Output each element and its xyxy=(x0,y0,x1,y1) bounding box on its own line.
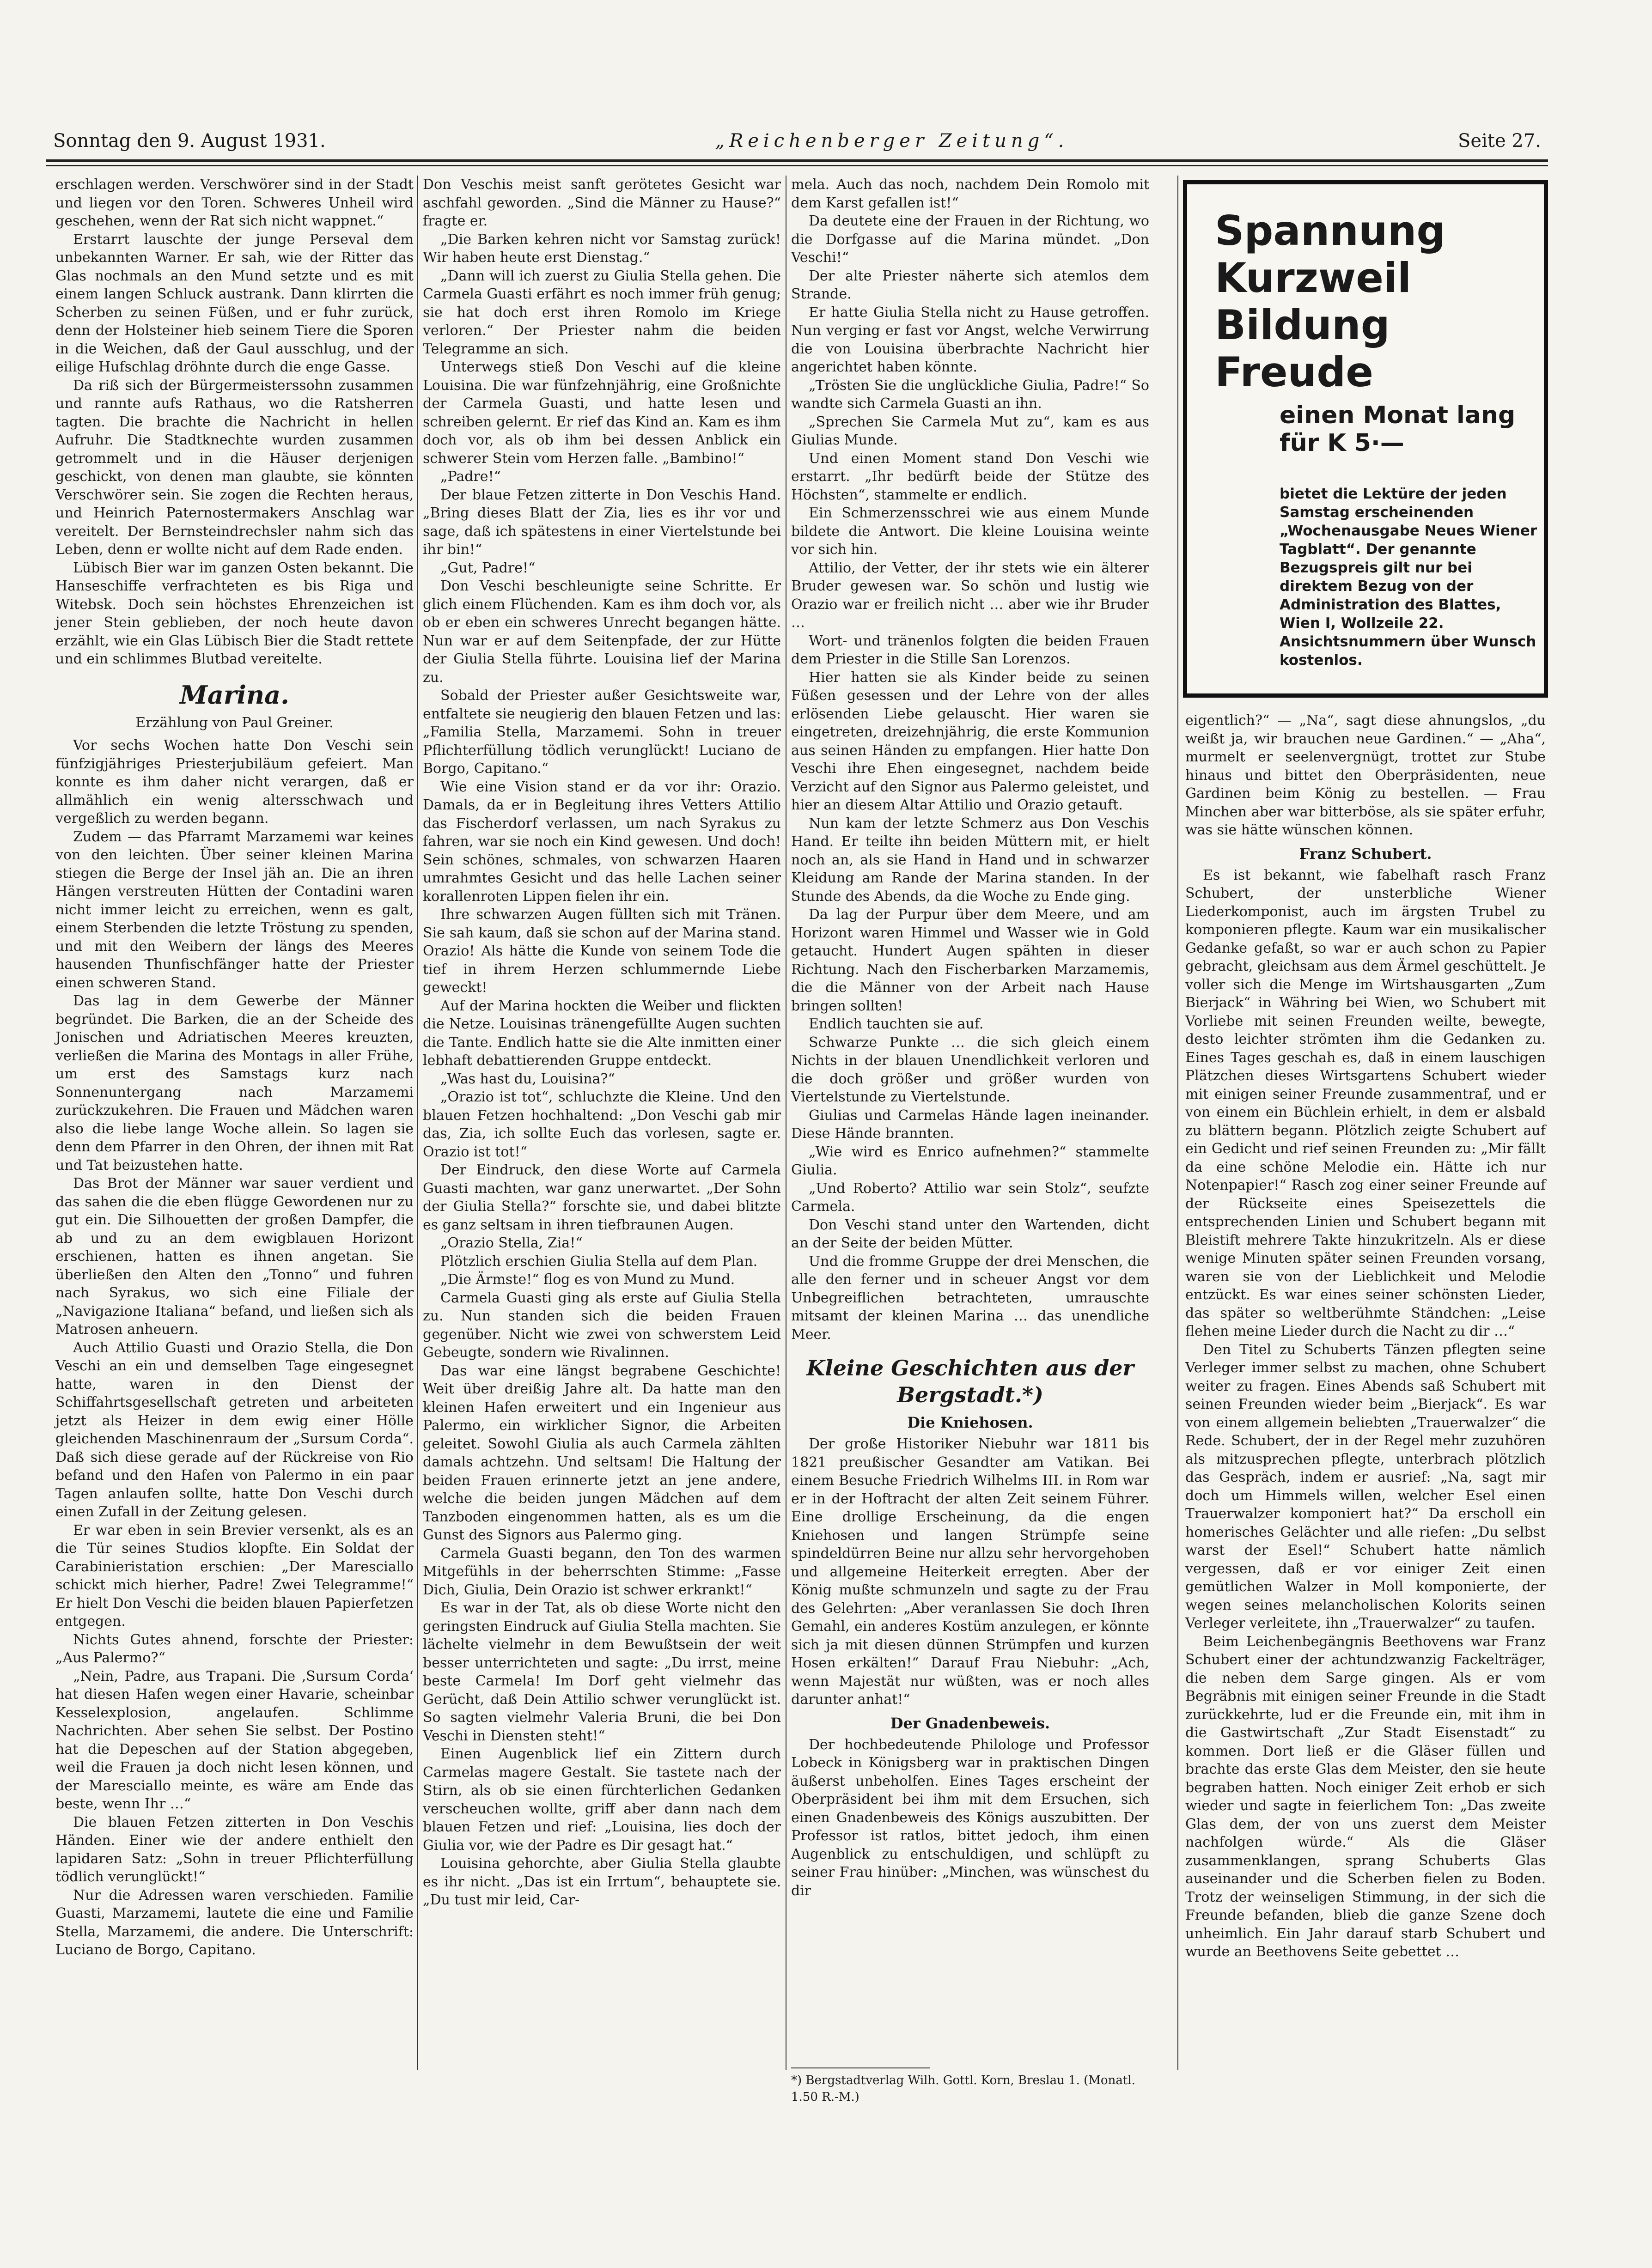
subsection-title: Der Gnadenbeweis. xyxy=(890,1714,1050,1732)
header-rule xyxy=(46,159,1548,162)
paragraph: Erstarrt lauschte der junge Perseval dem unbekannten Warner. Er sah, wie der Ritter das Glas nochmals an den Mund setzte und es mit einem langen Schluck austrank. Dann klirrten die Scherben zu seinen Füßen, und er fuhr zurück, denn der Holsteiner hieb seinem Tiere die Sporen in die Weichen, daß der Gaul ausschlug, und der eilige Hufschlag dröhnte durch die enge Gasse. xyxy=(55,231,414,375)
ad-line: Freude xyxy=(1215,348,1373,396)
paragraph: Der Eindruck, den diese Worte auf Carmela Guasti machten, war ganz unerwartet. „Der Sohn der Giulia Stella?“ forschte sie, und dabei blitzte es ganz seltsam in ihren tiefbraunen Augen. xyxy=(423,1162,781,1233)
paragraph: Es war in der Tat, als ob diese Worte nicht den geringsten Eindruck auf Giulia Stella machten. Sie lächelte vielmehr in dem Bewußtsein der weit besser unterrichteten und sagte: „Du irrst, meine beste Carmela! Im Dorf geht vielmehr das Gerücht, daß Dein Attilio schwer verunglückt ist. So sagten vielmehr Valeria Bruni, die bei Don Veschi in Diensten steht!“ xyxy=(423,1600,781,1744)
ad-offer: einen Monat lang für K 5·— xyxy=(1280,401,1516,457)
subsection-title: Die Kniehosen. xyxy=(907,1414,1033,1431)
paragraph: Da lag der Purpur über dem Meere, und am Horizont waren Himmel und Wasser wie in Gold getaucht. Hundert Augen spähten in dieser Richtung. Nach den Fischerbarken Marzamemis, die die Männer von der Arbeit nach Hause bringen sollten! xyxy=(791,906,1149,1014)
paragraph: „Und Roberto? Attilio war sein Stolz“, seufzte Carmela. xyxy=(791,1180,1149,1215)
paragraph: Ihre schwarzen Augen füllten sich mit Tränen. Sie sah kaum, daß sie schon auf der Marina stand. Orazio! Als hätte die Kunde von seinem Tode die tief in ihrem Herzen schlummernde Liebe geweckt! xyxy=(423,906,781,996)
advertisement-box xyxy=(1183,180,1548,698)
paragraph: Unterwegs stieß Don Veschi auf die kleine Louisina. Die war fünfzehnjährig, eine Großnichte der Carmela Guasti, und hatte lesen und schreiben gelernt. Er rief das Kind an. Kam es ihm doch vor, als ob ihm bei dessen Anblick ein schwerer Stein vom Herzen falle. „Bambino!“ xyxy=(423,359,781,467)
paragraph: Auch Attilio Guasti und Orazio Stella, die Don Veschi an ein und demselben Tage eingesegnet hatte, waren in den Dienst der Schiffahrtsgesellschaft getreten und arbeiteten jetzt als Heizer in dem ewig einer Hölle gleichenden Maschinenraum der „Sursum Corda“. Daß sich diese gerade auf der Rückreise von Rio befand und den Hafen von Palermo in ein paar Tagen anlaufen sollte, hatte Don Veschi durch einen Zufall in der Zeitung gelesen. xyxy=(55,1339,414,1520)
column-divider xyxy=(417,176,418,2070)
column-1 xyxy=(55,176,414,1959)
paragraph: Carmela Guasti ging als erste auf Giulia Stella zu. Nun standen sich die beiden Frauen gegenüber. Nicht wie zwei von schwerstem Leid Gebeugte, sondern wie Rivalinnen. xyxy=(423,1289,781,1361)
paragraph: „Die Ärmste!“ flog es von Mund zu Mund. xyxy=(440,1271,735,1288)
paragraph: Das Brot der Männer war sauer verdient und das sahen die die eben flügge Gewordenen nur zu gut ein. Die Silhouetten der großen Dampfer, die ab und zu an dem ewigblauen Horizont erschienen, hatten es ihnen angetan. Sie überließen den Alten den „Tonno“ und fuhren nach Syrakus, wo sich eine Filiale der „Navigazione Italiana“ befand, und ließen sich als Matrosen anheuern. xyxy=(55,1175,414,1338)
paragraph: Der große Historiker Niebuhr war 1811 bis 1821 preußischer Gesandter am Vatikan. Bei einem Besuche Friedrich Wilhelms III. in Rom war er in der Hoftracht der alten Zeit seinem Führer. Eine drollige Erscheinung, da die engen Kniehosen und langen Strümpfe seine spindeldürren Beine nur allzu sehr hervorgehoben und allgemeine Heiterkeit erregten. Aber der König mußte schmunzeln und sagte zu der Frau des Gelehrten: „Aber veranlassen Sie doch Ihren Gemahl, ein anderes Kostüm anzulegen, er könnte sich ja mit diesen dünnen Strümpfen und kurzen Hosen erkälten!“ Darauf Frau Niebuhr: „Ach, wenn Majestät nur wüßten, was er noch alles darunter anhat!“ xyxy=(791,1436,1149,1708)
footnote-rule xyxy=(791,2067,930,2068)
page-header xyxy=(53,125,1541,157)
byline: Erzählung von Paul Greiner. xyxy=(135,714,334,731)
paragraph: Schwarze Punkte … die sich gleich einem Nichts in der blauen Unendlichkeit verloren und die doch größer und größer wurden von Viertelstunde zu Viertelstunde. xyxy=(791,1034,1149,1105)
paragraph: „Orazio ist tot“, schluchzte die Kleine. Und den blauen Fetzen hochhaltend: „Don Veschi gab mir das, Zia, ich sollte Euch das vorlesen, sagte er. Orazio ist tot!“ xyxy=(423,1089,781,1160)
paragraph: Da riß sich der Bürgermeisterssohn zusammen und rannte aufs Rathaus, wo die Ratsherren tagten. Die brachte die Nachricht in hellen Aufruhr. Die Stadtknechte wurden zusammen getrommelt und in die Häuser derjenigen geschickt, von denen man glaubte, sie könnten Verschwörer sein. Sie zogen die Rechten heraus, und Heinrich Paternostermakers Anschlag war vereitelt. Der Bernsteindrechsler nahm sich das Leben, denn er wollte nicht auf dem Rade enden. xyxy=(55,377,414,558)
paragraph: Er hatte Giulia Stella nicht zu Hause getroffen. Nun verging er fast vor Angst, welche Verwirrung die von Louisina überbrachte Nachricht hier angerichtet haben könnte. xyxy=(791,304,1149,375)
column-2 xyxy=(423,176,781,1909)
paragraph: eigentlich?“ — „Na“, sagt diese ahnungslos, „du weißt ja, wir brauchen neue Gardinen.“ — „Aha“, murmelt er seelenvergnügt, trottet zur Stube hinaus und bittet den Oberpräsidenten, neue Gardinen beim König zu bestellen. — Frau Minchen aber war bitterböse, als sie später erfuhr, was sie hätte wünschen können. xyxy=(1185,712,1546,838)
paragraph: Der alte Priester näherte sich atemlos dem Strande. xyxy=(791,268,1149,302)
paragraph: Der blaue Fetzen zitterte in Don Veschis Hand. „Bring dieses Blatt der Zia, lies es ihr vor und sage, daß ich spätestens in einer Viertelstunde bei ihr bin!“ xyxy=(423,486,781,558)
paragraph: Das war eine längst begrabene Geschichte! Weit über dreißig Jahre alt. Da hatte man den kleinen Hafen erweitert und ein Ingenieur aus Palermo, ein wirklicher Signor, die Arbeiten geleitet. Sowohl Giulia als auch Carmela zählten damals achtzehn. Und seltsam! Die Haltung der beiden Frauen erinnerte jetzt an jene andere, welche die beiden jungen Mädchen auf dem Tanzboden eingenommen hatten, als es um die Gunst des Signors aus Palermo ging. xyxy=(423,1362,781,1543)
paragraph: Und die fromme Gruppe der drei Menschen, die alle den ferner und in scheuer Angst vor dem Unbegreiflichen betrachteten, umrauschte mitsamt der kleinen Marina … das unendliche Meer. xyxy=(791,1253,1149,1343)
ad-line: Kurzweil xyxy=(1215,254,1412,302)
paragraph: Wort- und tränenlos folgten die beiden Frauen dem Priester in die Stille San Lorenzos. xyxy=(791,632,1149,667)
ad-line: Spannung xyxy=(1215,207,1446,255)
paragraph: Hier hatten sie als Kinder beide zu seinen Füßen gesessen und der Lehre von der alles erlösenden Liebe gelauscht. Hier waren sie eingetreten, dreizehnjährig, die erste Kommunion aus seinen Händen zu empfangen. Hier hatte Don Veschi ihre Ehen eingesegnet, nachdem beide Verzicht auf den Signor aus Palermo geleistet, und hier an diesem Altar Attilio und Orazio getauft. xyxy=(791,669,1149,813)
paragraph: „Padre!“ xyxy=(440,468,501,485)
paragraph: Don Veschis meist sanft gerötetes Gesicht war aschfahl geworden. „Sind die Männer zu Hause?“ fragte er. xyxy=(423,176,781,229)
paragraph: Sobald der Priester außer Gesichtsweite war, entfaltete sie neugierig den blauen Fetzen und las: „Familia Stella, Marzamemi. Sohn in treuer Pflichterfüllung tödlich verunglückt! Luciano de Borgo, Capitano.“ xyxy=(423,687,781,777)
header-page-number: Seite 27. xyxy=(1458,130,1541,152)
section-title: Kleine Geschichten aus der Bergstadt.*) xyxy=(806,1356,1134,1407)
paragraph: Und einen Moment stand Don Veschi wie erstarrt. „Ihr bedürft beide der Stütze des Höchsten“, stammelte er endlich. xyxy=(791,450,1149,503)
paragraph: „Dann will ich zuerst zu Giulia Stella gehen. Die Carmela Guasti erfährt es noch immer früh genug; sie hat doch erst ihren Romolo im Kriege verloren.“ Der Priester nahm die beiden Telegramme an sich. xyxy=(423,268,781,357)
paragraph: Auf der Marina hockten die Weiber und flickten die Netze. Louisinas tränengefüllte Augen suchten die Tante. Endlich hatte sie die Alte inmitten einer lebhaft debattierenden Gruppe entdeckt. xyxy=(423,997,781,1069)
paragraph: Er war eben in sein Brevier versenkt, als es an die Tür seines Studios klopfte. Ein Soldat der Carabinieristation erschien: „Der Maresciallo schickt mich hierher, Padre! Zwei Telegramme!“ Er hielt Don Veschi die beiden blauen Papierfetzen entgegen. xyxy=(55,1522,414,1630)
paragraph: „Trösten Sie die unglückliche Giulia, Padre!“ So wandte sich Carmela Guasti an ihn. xyxy=(791,377,1149,412)
header-date: Sonntag den 9. August 1931. xyxy=(53,130,326,152)
story-title: Marina. xyxy=(180,680,289,710)
paragraph: „Sprechen Sie Carmela Mut zu“, kam es aus Giulias Munde. xyxy=(791,413,1149,448)
paragraph: Beim Leichenbegängnis Beethovens war Franz Schubert einer der achtundzwanzig Fackelträger, die neben dem Sarge gingen. Als er vom Begräbnis mit einigen seiner Freunde in die Stadt zurückkehrte, lud er die Freunde ein, mit ihm in die Gastwirtschaft „Zur Stadt Eisenstadt“ zu kommen. Dort ließ er die Gläser füllen und brachte das erste Glas dem Meister, den sie heute begraben hatten. Noch einiger Zeit erhob er sich wieder und sagte in feierlichem Ton: „Das zweite Glas dem, der von uns zuerst dem Meister nachfolgen würde.“ Als die Gläser zusammenklangen, sprang Schuberts Glas auseinander und die Scherben fielen zu Boden. Trotz der weinseligen Stimmung, in der sich die Freunde befanden, blieb die ganze Szene doch unheimlich. Ein Jahr darauf starb Schubert und wurde an Beethovens Seite gebettet … xyxy=(1185,1633,1546,1960)
ad-headline xyxy=(1215,207,1445,396)
paragraph: „Wie wird es Enrico aufnehmen?“ stammelte Giulia. xyxy=(791,1143,1149,1178)
subsection-title: Franz Schubert. xyxy=(1299,845,1432,863)
paragraph: Endlich tauchten sie auf. xyxy=(809,1016,984,1032)
paragraph: Carmela Guasti begann, den Ton des warmen Mitgefühls in der beherrschten Stimme: „Fasse Dich, Giulia, Dein Orazio ist schwer erkrankt!“ xyxy=(423,1545,781,1598)
column-divider xyxy=(1177,176,1178,2070)
column-4 xyxy=(1185,711,1546,1961)
paragraph: Einen Augenblick lief ein Zittern durch Carmelas magere Gestalt. Sie tastete nach der Stirn, als ob sie einen fürchterlichen Gedanken verscheuchen wollte, griff aber dann nach dem blauen Fetzen und rief: „Louisina, lies doch der Giulia vor, wie der Padre es Dir gesagt hat.“ xyxy=(423,1746,781,1854)
paragraph: Plötzlich erschien Giulia Stella auf dem Plan. xyxy=(440,1253,758,1270)
paragraph: „Gut, Padre!“ xyxy=(440,559,536,576)
paragraph: Das lag in dem Gewerbe der Männer begründet. Die Barken, die an der Scheide des Jonischen und Adriatischen Meeres kreuzten, verließen die Marina des Montags in aller Frühe, um erst des Samstags kurz nach Sonnenuntergang nach Marzamemi zurückzukehren. Die Frauen und Mädchen waren also die liebe lange Woche allein. So lagen sie denn dem Pfarrer in den Ohren, der ihnen mit Rat und Tat beizustehen hatte. xyxy=(55,993,414,1174)
paragraph: Nichts Gutes ahnend, forschte der Priester: „Aus Palermo?“ xyxy=(55,1631,414,1666)
paragraph: Die blauen Fetzen zitterten in Don Veschis Händen. Einer wie der andere enthielt den lapidaren Satz: „Sohn in treuer Pflichterfüllung tödlich verunglückt!“ xyxy=(55,1814,414,1885)
paragraph: Der hochbedeutende Philologe und Professor Lobeck in Königsberg war in praktischen Dingen äußerst unbeholfen. Eines Tages erscheint der Oberpräsident bei ihm mit dem Ersuchen, sich einen Gnadenbeweis des Königs auszubitten. Der Professor ist ratlos, bittet jedoch, ihm einen Augenblick zu entschuldigen, und schlüpft zu seiner Frau hinüber: „Minchen, was wünschest du dir xyxy=(791,1736,1149,1899)
paragraph: „Was hast du, Louisina?“ xyxy=(440,1070,615,1087)
ad-text: bietet die Lektüre der jeden Samstag erscheinenden „Wochenausgabe Neues Wiener Tagblatt“. Der genannte Bezugspreis gilt nur bei direktem Bezug von der Administration des Blattes, Wien I, Wollzeile 22. Ansichtsnummern über Wunsch kostenlos. xyxy=(1280,486,1537,669)
header-rule-thin xyxy=(46,165,1548,166)
paragraph: Vor sechs Wochen hatte Don Veschi sein fünfzigjähriges Priesterjubiläum gefeiert. Man konnte es ihm daher nicht verargen, daß er allmählich ein wenig altersschwach und vergeßlich zu werden begann. xyxy=(55,737,414,827)
paragraph: Don Veschi stand unter den Wartenden, dicht an der Seite der beiden Mütter. xyxy=(791,1216,1149,1251)
paragraph: Lübisch Bier war im ganzen Osten bekannt. Die Hanseschiffe verfrachteten es bis Riga und Witebsk. Doch sein höchstes Ehrenzeichen ist jener Stein geblieben, der noch heute davon erzählt, wie ein Glas Lübisch Bier die Stadt rettete und ein schlimmes Blutbad vereitelte. xyxy=(55,559,414,667)
paragraph: Louisina gehorchte, aber Giulia Stella glaubte es ihr nicht. „Das ist ein Irrtum“, behauptete sie. „Du tust mir leid, Car- xyxy=(423,1855,781,1908)
column-3 xyxy=(791,176,1149,1900)
paragraph: Zudem — das Pfarramt Marzamemi war keines von den leichten. Über seiner kleinen Marina stiegen die Berge der Insel jäh an. Die an ihren Hängen verstreuten Hütten der Contadini waren nicht immer leicht zu erreichen, wenn es galt, einem Sterbenden die letzte Tröstung zu spenden, und mit den Weibern der längs des Meeres hausenden Thunfischfänger hatte der Priester einen schweren Stand. xyxy=(55,828,414,991)
paragraph: Wie eine Vision stand er da vor ihr: Orazio. Damals, da er in Begleitung ihres Vetters Attilio das Fischerdorf verlassen, um nach Syrakus zu fahren, war sie noch ein Kind gewesen. Und doch! Sein schönes, schmales, von schwarzen Haaren umrahmtes Gesicht und das helle Lachen seiner korallenroten Lippen fielen ihr ein. xyxy=(423,778,781,905)
footnote: *) Bergstadtverlag Wilh. Gottl. Korn, Breslau 1. (Monatl. 1.50 R.-M.) xyxy=(791,2073,1135,2104)
paragraph: erschlagen werden. Verschwörer sind in der Stadt und liegen vor den Toren. Schweres Unheil wird geschehen, wenn der Rat sich nicht wappnet.“ xyxy=(55,176,414,229)
paragraph: „Orazio Stella, Zia!“ xyxy=(440,1235,583,1251)
paragraph: Attilio, der Vetter, der ihr stets wie ein älterer Bruder gewesen war. So schön und lustig wie Orazio war er freilich nicht … aber wie ihr Bruder … xyxy=(791,559,1149,631)
paragraph: „Nein, Padre, aus Trapani. Die ‚Sursum Corda‘ hat diesen Hafen wegen einer Havarie, scheinbar Kesselexplosion, angelaufen. Schlimme Nachrichten. Aber sehen Sie selbst. Der Postino hat die Depeschen auf der Station abgegeben, weil die Frauen ja doch nicht lesen können, und der Maresciallo meinte, es wäre am Ende das beste, wenn Ihr …“ xyxy=(55,1668,414,1812)
paragraph: „Die Barken kehren nicht vor Samstag zurück! Wir haben heute erst Dienstag.“ xyxy=(423,231,781,266)
paragraph: Es ist bekannt, wie fabelhaft rasch Franz Schubert, der unsterbliche Wiener Liederkomponist, auch im ärgsten Trubel zu komponieren pflegte. Kaum war ein musikalischer Gedanke gefaßt, so war er auch schon zu Papier gebracht, gleichsam aus dem Ärmel geschüttelt. Je voller sich die Menge im Wirtshausgarten „Zum Bierjack“ in Währing bei Wien, wo Schubert mit Vorliebe mit seinen Freunden weilte, bewegte, desto leichter strömten ihm die Gedanken zu. Eines Tages geschah es, daß in einem lauschigen Plätzchen dieses Wirtsgartens Schubert wieder mit einigen seiner Freunde zusammentraf, und er von einem ein Büchlein erhielt, in dem er alsbald zu blättern begann. Plötzlich zeigte Schubert auf ein Gedicht und rief seinen Freunden zu: „Mir fällt da eine schöne Melodie ein. Hätte ich nur Notenpapier!“ Rasch zog einer seiner Freunde auf der Rückseite eines Speisezettels die entsprechenden Linien und Schubert begann mit Bleistift mehrere Takte hinzukritzeln. Als er diese wenige Minuten später seinen Freunden vorsang, waren sie von der Lieblichkeit und Melodie entzückt. Es war eines seiner schönsten Lieder, das später so weltberühmte Ständchen: „Leise flehen meine Lieder durch die Nacht zu dir …“ xyxy=(1185,867,1546,1339)
header-paper-name: „Reichenberger Zeitung“. xyxy=(715,130,1069,152)
paragraph: Nun kam der letzte Schmerz aus Don Veschis Hand. Er teilte ihn beiden Müttern mit, er hielt noch an, als sie Hand in Hand und in schwarzer Kleidung am Rande der Marina standen. In der Stunde des Abends, da die Woche zu Ende ging. xyxy=(791,815,1149,905)
paragraph: mela. Auch das noch, nachdem Dein Romolo mit dem Karst gefallen ist!“ xyxy=(791,176,1149,211)
paragraph: Nur die Adressen waren verschieden. Familie Guasti, Marzamemi, lautete die eine und Familie Stella, Marzamemi, die andere. Die Unterschrift: Luciano de Borgo, Capitano. xyxy=(55,1887,414,1958)
paragraph: Den Titel zu Schuberts Tänzen pflegten seine Verleger immer selbst zu machen, ohne Schubert weiter zu fragen. Eines Abends saß Schubert mit seinen Freunden wieder beim „Bierjack“. Es war von einem allgemein beliebten „Trauerwalzer“ die Rede. Schubert, der in der Regel mehr zuzuhören als mitzusprechen pflegte, unterbrach plötzlich das Gespräch, indem er ausrief: „Na, sagt mir doch um Himmels willen, welcher Esel einen Trauerwalzer komponiert hat?“ Da erscholl ein homerisches Gelächter und alle riefen: „Du selbst warst der Esel!“ Schubert hatte nämlich vergessen, daß er vor einiger Zeit einen gemütlichen Walzer in Moll komponierte, der wegen seines melancholischen Kolorits seinen Verleger verleitete, ihn „Trauerwalzer“ zu taufen. xyxy=(1185,1341,1546,1631)
paragraph: Giulias und Carmelas Hände lagen ineinander. Diese Hände brannten. xyxy=(791,1107,1149,1142)
ad-line: Bildung xyxy=(1215,301,1390,349)
paragraph: Ein Schmerzensschrei wie aus einem Munde bildete die Antwort. Die kleine Louisina weinte vor sich hin. xyxy=(791,505,1149,558)
paragraph: Da deutete eine der Frauen in der Richtung, wo die Dorfgasse auf die Marina mündet. „Don Veschi!“ xyxy=(791,213,1149,266)
paragraph: Don Veschi beschleunigte seine Schritte. Er glich einem Flüchenden. Kam es ihm doch vor, als ob er eben ein schweres Unrecht begangen hätte. Nun war er auf dem Seitenpfade, der zur Hütte der Giulia Stella führte. Louisina lief der Marina zu. xyxy=(423,578,781,686)
